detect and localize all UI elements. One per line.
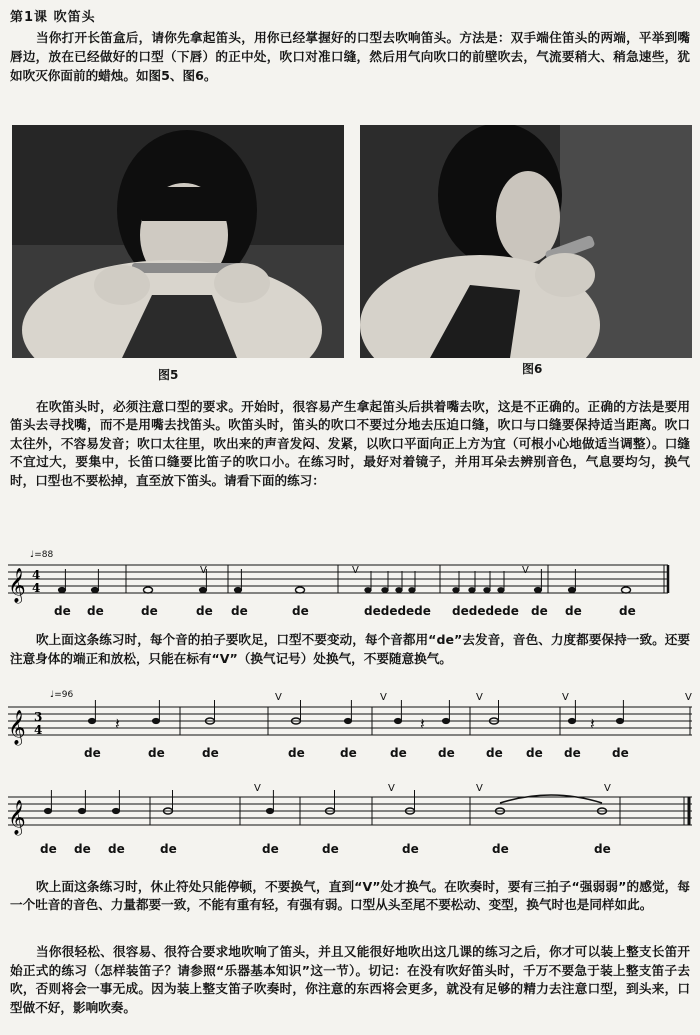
exercise-2-notes: 吹上面这条练习时，休止符处只能停顿，不要换气，直到“V”处才换气。在吹奏时，要有三拍子“强弱弱”的感觉，每一个吐音的音色、力量都要一致，不能有重有轻，有强有弱。口型从头至尾不要松动、变型，换气时也是同样如此。 <box>10 879 690 913</box>
svg-text:V: V <box>562 692 569 703</box>
svg-text:dededede: dededede <box>452 604 519 618</box>
svg-text:de: de <box>526 746 543 760</box>
svg-text:V: V <box>254 783 261 794</box>
svg-text:V: V <box>476 783 483 794</box>
svg-text:de: de <box>288 746 305 760</box>
exercise-2-tempo: ♩=96 <box>50 690 74 700</box>
svg-text:V: V <box>476 692 483 703</box>
exercise-1-notes: 吹上面这条练习时，每个音的拍子要吹足，口型不要变动，每个音都用“de”去发音，音色、力度都要保持一致。还要注意身体的端正和放松，只能在标有“V”（换气记号）处换气，不要随意换气。 <box>10 632 690 666</box>
treble-clef-icon: 𝄞 <box>8 568 26 603</box>
figure-5-caption: 图5 <box>158 368 179 382</box>
svg-text:de: de <box>74 842 91 856</box>
svg-text:de: de <box>231 604 248 618</box>
svg-text:de: de <box>148 746 165 760</box>
svg-text:4: 4 <box>34 723 43 737</box>
svg-text:de: de <box>402 842 419 856</box>
figure-5-photo <box>12 125 344 358</box>
treble-clef-icon: 𝄞 <box>8 800 26 835</box>
exercise-1-tempo: ♩=88 <box>30 550 54 560</box>
svg-text:V: V <box>275 692 282 703</box>
svg-text:de: de <box>492 842 509 856</box>
svg-text:de: de <box>40 842 57 856</box>
svg-text:de: de <box>438 746 455 760</box>
svg-text:𝄽: 𝄽 <box>590 714 595 733</box>
svg-text:de: de <box>594 842 611 856</box>
svg-text:4: 4 <box>32 568 41 582</box>
svg-text:de: de <box>340 746 357 760</box>
lesson-title: 第1课 吹笛头 <box>10 10 96 25</box>
svg-text:4: 4 <box>32 581 41 595</box>
svg-text:V: V <box>380 692 387 703</box>
svg-text:de: de <box>84 746 101 760</box>
svg-text:de: de <box>196 604 213 618</box>
svg-text:de: de <box>87 604 104 618</box>
svg-text:de: de <box>292 604 309 618</box>
svg-text:de: de <box>612 746 629 760</box>
closing-paragraph: 当你很轻松、很容易、很符合要求地吹响了笛头，并且又能很好地吹出这几课的练习之后，你才可以装上整支长笛开始正式的练习（怎样装笛子？请参照“乐器基本知识”这一节）。切记：在没有吹好笛头时，千万不要急于装上整支笛子去吹，否则将会一事无成。因为装上整支笛子吹奏时，你注意的东西将会更多，就没有足够的精力去注意口型，到头来，口型做不好，影响吹奏。 <box>10 944 690 1015</box>
svg-text:de: de <box>565 604 582 618</box>
svg-text:de: de <box>619 604 636 618</box>
svg-text:de: de <box>390 746 407 760</box>
figure-6-photo <box>360 125 692 358</box>
svg-text:de: de <box>564 746 581 760</box>
svg-text:de: de <box>262 842 279 856</box>
svg-text:de: de <box>141 604 158 618</box>
svg-text:V: V <box>388 783 395 794</box>
svg-text:V: V <box>604 783 611 794</box>
exercise-2-staff <box>0 685 700 770</box>
svg-text:de: de <box>202 746 219 760</box>
mouth-shape-paragraph: 在吹笛头时，必须注意口型的要求。开始时，很容易产生拿起笛头后拱着嘴去吹，这是不正确的。正确的方法是要用笛头去寻找嘴，而不是用嘴去找笛头。吹笛头时，笛头的吹口不要过分地去压迫口缝，吹口与口缝要保持适当距离。吹口太往外，不容易发音；吹口太往里，吹出来的声音发闷、发紧，以吹口平面向正上方为宜（可根小心地做适当调整）。口缝不宜过大，要集中，长笛口缝要比笛子的吹口小。在练习时，最好对着镜子，并用耳朵去辨别音色，气息要均匀，换气时，口型也不要松掉，直至放下笛头。请看下面的练习： <box>10 399 690 488</box>
exercise-3-staff <box>0 785 700 865</box>
svg-text:3: 3 <box>34 710 43 724</box>
svg-text:V: V <box>352 565 359 576</box>
svg-text:V: V <box>200 565 207 576</box>
svg-text:𝄽: 𝄽 <box>420 714 425 733</box>
exercise-1-staff <box>0 545 700 625</box>
svg-text:dededede: dededede <box>364 604 431 618</box>
treble-clef-icon: 𝄞 <box>8 710 26 745</box>
svg-text:de: de <box>108 842 125 856</box>
svg-text:𝄽: 𝄽 <box>115 714 120 733</box>
svg-text:V: V <box>685 692 692 703</box>
svg-text:de: de <box>531 604 548 618</box>
svg-text:de: de <box>54 604 71 618</box>
svg-text:V: V <box>522 565 529 576</box>
svg-text:de: de <box>160 842 177 856</box>
svg-text:de: de <box>322 842 339 856</box>
figure-6-caption: 图6 <box>522 362 543 376</box>
intro-paragraph: 当你打开长笛盒后，请你先拿起笛头，用你已经掌握好的口型去吹响笛头。方法是：双手端住笛头的两端，平举到嘴唇边，放在已经做好的口型（下唇）的正中处，吹口对准口缝，然后用气向吹口的前壁吹去，气流要稍大、稍急速些，犹如吹灭你面前的蜡烛。如图5、图6。 <box>10 30 690 83</box>
svg-text:de: de <box>486 746 503 760</box>
